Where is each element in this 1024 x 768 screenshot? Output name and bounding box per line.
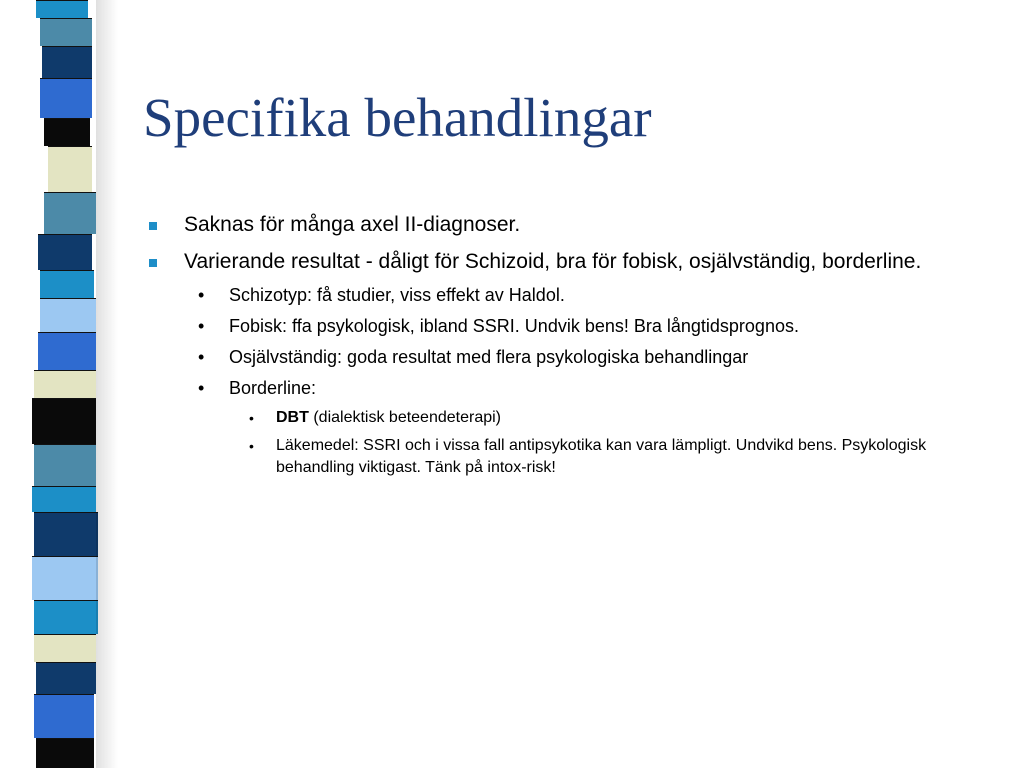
stripe-block [40, 18, 92, 46]
sub-bullet-item-1 [143, 283, 983, 308]
sub-bullet-item-2 [143, 314, 983, 339]
bullet-text: Varierande resultat - dåligt för Schizoid, bra för fobisk, osjälvständig, borderline. [184, 250, 922, 273]
bullet-item-2 [143, 247, 983, 276]
sub-sub-bullet-item-1 [143, 407, 983, 429]
stripe-block [32, 556, 98, 600]
sub-bullet-item-4 [143, 376, 983, 401]
sub-bullet-item-3 [143, 345, 983, 370]
dot-bullet-icon: • [198, 316, 205, 336]
sub-sub-bullet-item-2 [143, 435, 983, 479]
slide-title: Specifika behandlingar [143, 87, 652, 148]
stripe-block [48, 146, 92, 192]
stripe-block [36, 662, 96, 694]
stripe-block [32, 398, 96, 444]
stripe-block [38, 332, 96, 370]
square-bullet-icon [149, 222, 157, 230]
stripe-block [32, 486, 96, 512]
stripe-block [34, 694, 94, 738]
decorative-stripe [0, 0, 120, 768]
sub-bullet-text: Fobisk: ffa psykologisk, ibland SSRI. Undvik bens! Bra långtidsprognos. [229, 316, 799, 336]
dbt-label: DBT [276, 409, 309, 426]
stripe-block [40, 298, 96, 332]
stripe-shadow [96, 0, 118, 768]
stripe-block [36, 0, 88, 18]
stripe-block [44, 192, 96, 234]
bullet-text: Saknas för många axel II-diagnoser. [184, 213, 521, 236]
stripe-block [34, 444, 96, 486]
slide-body [143, 210, 983, 485]
stripe-block [40, 270, 94, 298]
dot-bullet-icon: • [198, 378, 205, 398]
bullet-item-1 [143, 210, 983, 239]
stripe-block [34, 634, 96, 662]
stripe-block [34, 370, 96, 398]
sub-bullet-text: Schizotyp: få studier, viss effekt av Haldol. [229, 285, 565, 305]
sub-sub-bullet-text: Läkemedel: SSRI och i vissa fall antipsykotika kan vara lämpligt. Undvikd bens. Psykologisk behandling viktigast. Tänk på intox-risk! [276, 437, 927, 476]
stripe-block [42, 46, 92, 78]
sub-bullet-text: Borderline: [229, 378, 317, 398]
stripe-block [34, 600, 98, 634]
stripe-block [34, 512, 98, 556]
stripe-block [40, 78, 92, 118]
dot-bullet-icon: • [249, 410, 254, 426]
stripe-block [44, 118, 90, 146]
dot-bullet-icon: • [249, 438, 254, 454]
sub-bullet-text: Osjälvständig: goda resultat med flera psykologiska behandlingar [229, 347, 749, 367]
square-bullet-icon [149, 259, 157, 267]
stripe-block [36, 738, 94, 768]
dot-bullet-icon: • [198, 347, 205, 367]
dot-bullet-icon: • [198, 285, 205, 305]
sub-sub-bullet-text: (dialektisk beteendeterapi) [308, 409, 501, 426]
stripe-block [38, 234, 92, 270]
